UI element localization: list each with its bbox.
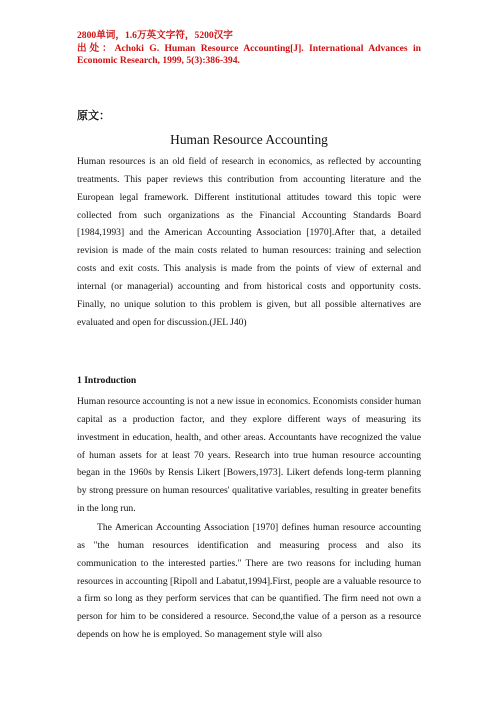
source-citation: 出处：Achoki G. Human Resource Accounting[J]. International Advances in Economic Research, 1999, 5(3):386-394.	[77, 43, 421, 67]
section-heading-introduction: 1 Introduction	[77, 375, 137, 386]
word-count-note: 2800单词，1.6万英文字符，5200汉字	[77, 30, 233, 41]
original-text-label: 原文：	[77, 110, 110, 122]
intro-paragraph-1: Human resource accounting is not a new issue in economics. Economists consider human capital as a production factor, and they explore different ways of measuring its investment in education, health, and other areas. Accountants have recognized the value of human assets for at least 70 years. Research into true human resource accounting began in the 1960s by Rensis Likert [Bowers,1973]. Likert defends long-term planning by strong pressure on human resources' qualitative variables, resulting in greater benefits in the long run.	[77, 396, 421, 515]
abstract-paragraph: Human resources is an old field of research in economics, as reflected by accounting treatments. This paper reviews this contribution from accounting literature and the European legal framework. Different institutional attitudes toward this topic were collected from such organizations as the Financial Accounting Standards Board [1984,1993] and the American Accounting Association [1970].After that, a detailed revision is made of the main costs related to human resources: training and selection costs and exit costs. This analysis is made from the points of view of external and internal (or managerial) accounting and from historical costs and opportunity costs. Finally, no unique solution to this problem is given, but all possible alternatives are evaluated and open for discussion.(JEL J40)	[77, 156, 421, 328]
intro-paragraph-2: The American Accounting Association [1970] defines human resource accounting as "the human resources identification and measuring process and also its communication to the interested parties." There are two reasons for including human resources in accounting [Ripoll and Labatut,1994].First, people are a valuable resource to a firm so long as they perform services that can be quantified. The firm need not own a person for him to be considered a resource. Second,the value of a person as a resource depends on how he is employed. So management style will also	[77, 522, 421, 641]
article-title: Human Resource Accounting	[170, 132, 328, 147]
